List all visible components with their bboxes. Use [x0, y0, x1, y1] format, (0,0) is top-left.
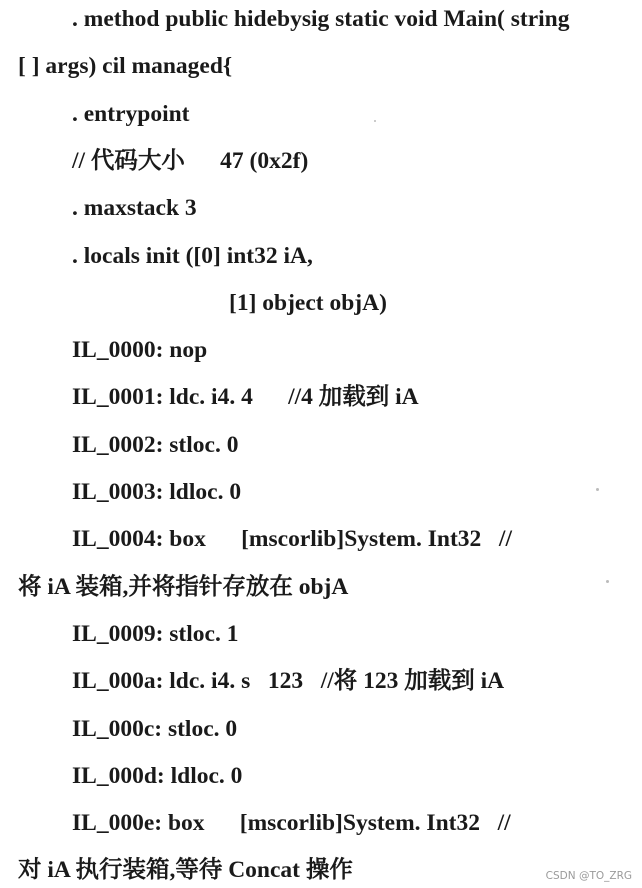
code-line: [1] object objA) [229, 289, 387, 316]
code-line: . maxstack 3 [72, 195, 197, 222]
code-line: IL_0009: stloc. 1 [72, 620, 239, 647]
code-line: . entrypoint [72, 100, 190, 127]
csdn-watermark: CSDN @TO_ZRG [545, 870, 632, 882]
code-line: IL_000c: stloc. 0 [72, 715, 238, 742]
code-line: . locals init ([0] int32 iA, [72, 242, 313, 269]
code-line: . method public hidebysig static void Main( string [72, 6, 570, 32]
scan-speck [596, 488, 599, 491]
code-line: IL_0000: nop [72, 337, 208, 364]
code-line: 将 iA 装箱,并将指针存放在 objA [18, 573, 349, 600]
code-line: IL_000e: box [mscorlib]System. Int32 // [72, 810, 511, 837]
scan-speck [374, 120, 376, 122]
code-line: // 代码大小 47 (0x2f) [72, 147, 309, 174]
code-line: IL_0003: ldloc. 0 [72, 479, 242, 505]
code-line: [ ] args) cil managed{ [18, 53, 233, 80]
code-line: IL_0001: ldc. i4. 4 //4 加载到 iA [72, 384, 419, 411]
code-line: IL_000d: ldloc. 0 [72, 762, 243, 789]
scan-speck [606, 580, 609, 583]
code-line: IL_000a: ldc. i4. s 123 //将 123 加载到 iA [72, 668, 505, 695]
code-line: IL_0004: box [mscorlib]System. Int32 // [72, 526, 512, 553]
code-line: IL_0002: stloc. 0 [72, 431, 239, 458]
code-line: 对 iA 执行装箱,等待 Concat 操作 [18, 857, 353, 884]
